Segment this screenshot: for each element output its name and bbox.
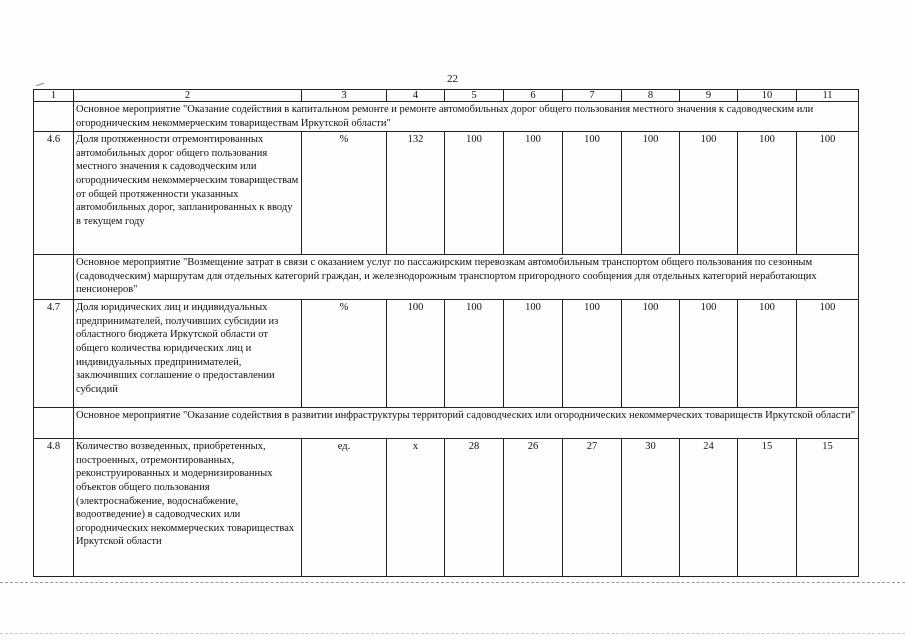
unit-cell: %: [302, 132, 387, 255]
unit-cell: ед.: [302, 439, 387, 577]
section-number-cell: [34, 102, 74, 132]
value-cell: 132: [387, 132, 445, 255]
column-header: 1: [34, 90, 74, 102]
column-header: 11: [797, 90, 859, 102]
indicator-row: [34, 300, 859, 408]
column-header: 8: [622, 90, 680, 102]
section-title: Основное мероприятие "Оказание содействия в капитальном ремонте и ремонте автомобильных дорог общего пользования местного значения к садоводческим или огородническим некоммерческим товариществам Иркутской области": [74, 102, 859, 132]
value-cell: 27: [563, 439, 622, 577]
value-cell: 100: [504, 300, 563, 408]
value-cell: 100: [563, 132, 622, 255]
row-number: 4.7: [34, 300, 74, 408]
section-number-cell: [34, 255, 74, 300]
column-header: 6: [504, 90, 563, 102]
value-cell: 100: [622, 300, 680, 408]
value-cell: 100: [738, 132, 797, 255]
section-row: [34, 102, 859, 132]
column-header: 3: [302, 90, 387, 102]
scan-edge-line: [0, 582, 905, 583]
value-cell: 100: [680, 300, 738, 408]
value-cell: 100: [797, 132, 859, 255]
page-number: 22: [447, 73, 458, 85]
section-title: Основное мероприятие "Оказание содействия в развитии инфраструктуры территорий садоводческих или огороднических некоммерческих товариществ Иркутской области": [74, 408, 859, 439]
indicator-name: Доля юридических лиц и индивидуальных предпринимателей, получивших субсидии из областного бюджета Иркутской области от общего количества юридических лиц и индивидуальных предпринимателей, заключивших соглашение о предоставлении субсидий: [74, 300, 302, 408]
row-number: 4.8: [34, 439, 74, 577]
indicators-table: [33, 89, 859, 577]
value-cell: 28: [445, 439, 504, 577]
value-cell: 100: [445, 300, 504, 408]
value-cell: 100: [563, 300, 622, 408]
section-row: [34, 255, 859, 300]
column-header: 9: [680, 90, 738, 102]
section-row: [34, 408, 859, 439]
section-number-cell: [34, 408, 74, 439]
indicator-name: Количество возведенных, приобретенных, построенных, отремонтированных, реконструированных и модернизированных объектов общего пользования (электроснабжение, водоснабжение, водоотведение) в садоводческих или огороднических некоммерческих товариществах Иркутской области: [74, 439, 302, 577]
value-cell: 26: [504, 439, 563, 577]
column-header: 7: [563, 90, 622, 102]
indicator-row: [34, 132, 859, 255]
scan-edge-line: [0, 633, 905, 634]
value-cell: 100: [797, 300, 859, 408]
indicator-row: [34, 439, 859, 577]
value-cell: 100: [738, 300, 797, 408]
section-title: Основное мероприятие "Возмещение затрат в связи с оказанием услуг по пассажирским перевозкам автомобильным транспортом общего пользования по сезонным (садоводческим) маршрутам для отдельных категорий граждан, и железнодорожным транспортом пригородного сообщения для отдельных категорий неработающих пенсионеров": [74, 255, 859, 300]
column-header: 5: [445, 90, 504, 102]
column-number-row: [34, 90, 859, 102]
value-cell: х: [387, 439, 445, 577]
value-cell: 15: [797, 439, 859, 577]
value-cell: 30: [622, 439, 680, 577]
column-header: 10: [738, 90, 797, 102]
column-header: 4: [387, 90, 445, 102]
value-cell: 100: [387, 300, 445, 408]
value-cell: 100: [622, 132, 680, 255]
column-header: 2: [74, 90, 302, 102]
indicator-name: Доля протяженности отремонтированных автомобильных дорог общего пользования местного значения к садоводческим или огородническим некоммерческим товариществам от общей протяженности указанных автомобильных дорог, запланированных к вводу в текущем году: [74, 132, 302, 255]
unit-cell: %: [302, 300, 387, 408]
value-cell: 24: [680, 439, 738, 577]
value-cell: 100: [445, 132, 504, 255]
row-number: 4.6: [34, 132, 74, 255]
value-cell: 100: [504, 132, 563, 255]
value-cell: 100: [680, 132, 738, 255]
value-cell: 15: [738, 439, 797, 577]
